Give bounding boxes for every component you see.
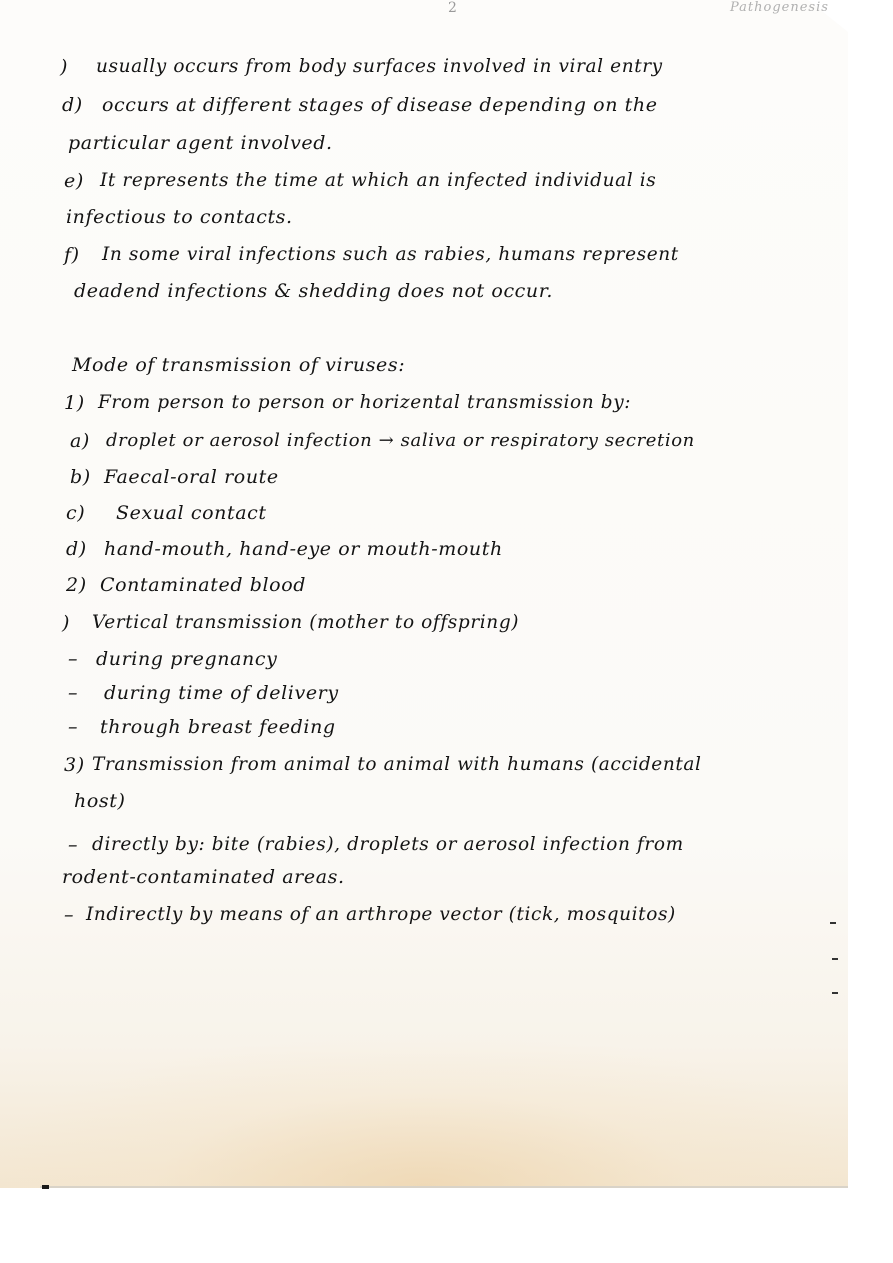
line-marker: f) — [64, 244, 80, 266]
paper-shadow — [0, 1040, 848, 1188]
line-marker: ) — [60, 56, 69, 78]
note-line: particular agent involved. — [68, 132, 333, 154]
note-line: usually occurs from body surfaces involved in viral entry — [96, 56, 663, 77]
line-marker: – — [68, 834, 79, 856]
line-marker: – — [68, 682, 79, 704]
line-marker: a) — [70, 430, 90, 452]
scan-mark — [42, 1185, 49, 1189]
note-line: It represents the time at which an infected individual is — [100, 170, 657, 191]
line-marker: – — [68, 648, 79, 670]
line-marker: e) — [64, 170, 84, 192]
note-line: droplet or aerosol infection → saliva or respiratory secretion — [106, 430, 695, 451]
note-line: deadend infections & shedding does not occur. — [74, 280, 553, 302]
line-marker: d) — [62, 94, 83, 116]
margin-mark — [832, 992, 838, 994]
margin-mark — [830, 922, 836, 924]
line-marker: d) — [66, 538, 87, 560]
note-line: Transmission from animal to animal with humans (accidental — [92, 754, 702, 775]
note-line: during pregnancy — [96, 648, 278, 670]
line-marker: c) — [66, 502, 86, 524]
note-line: Sexual contact — [116, 502, 267, 524]
line-marker: – — [64, 904, 75, 926]
scan-margin — [848, 0, 893, 1263]
note-line: through breast feeding — [100, 716, 336, 738]
note-line: host) — [74, 790, 126, 812]
line-marker: 2) — [66, 574, 87, 596]
note-line: Faecal-oral route — [104, 466, 279, 488]
note-line: Contaminated blood — [100, 574, 306, 596]
note-line: occurs at different stages of disease depending on the — [102, 94, 658, 116]
note-line: In some viral infections such as rabies, humans represent — [102, 244, 679, 265]
note-line: infectious to contacts. — [66, 206, 293, 228]
note-line: during time of delivery — [104, 682, 339, 704]
paper-bottom-edge — [40, 1186, 848, 1188]
page-number: 2 — [448, 0, 457, 16]
note-line: Vertical transmission (mother to offspring) — [92, 612, 520, 633]
note-line: Indirectly by means of an arthrope vector (tick, mosquitos) — [86, 904, 676, 925]
note-line: From person to person or horizental transmission by: — [98, 392, 632, 413]
section-heading: Mode of transmission of viruses: — [72, 354, 406, 376]
line-marker: 3) — [64, 754, 85, 776]
note-line: rodent-contaminated areas. — [62, 866, 345, 888]
note-line: hand-mouth, hand-eye or mouth-mouth — [104, 538, 503, 560]
line-marker: – — [68, 716, 79, 738]
line-marker: b) — [70, 466, 91, 488]
corner-title: Pathogenesis — [730, 0, 829, 15]
line-marker: 1) — [64, 392, 85, 414]
margin-mark — [832, 958, 838, 960]
note-line: directly by: bite (rabies), droplets or aerosol infection from — [92, 834, 684, 855]
line-marker: ) — [62, 612, 71, 634]
